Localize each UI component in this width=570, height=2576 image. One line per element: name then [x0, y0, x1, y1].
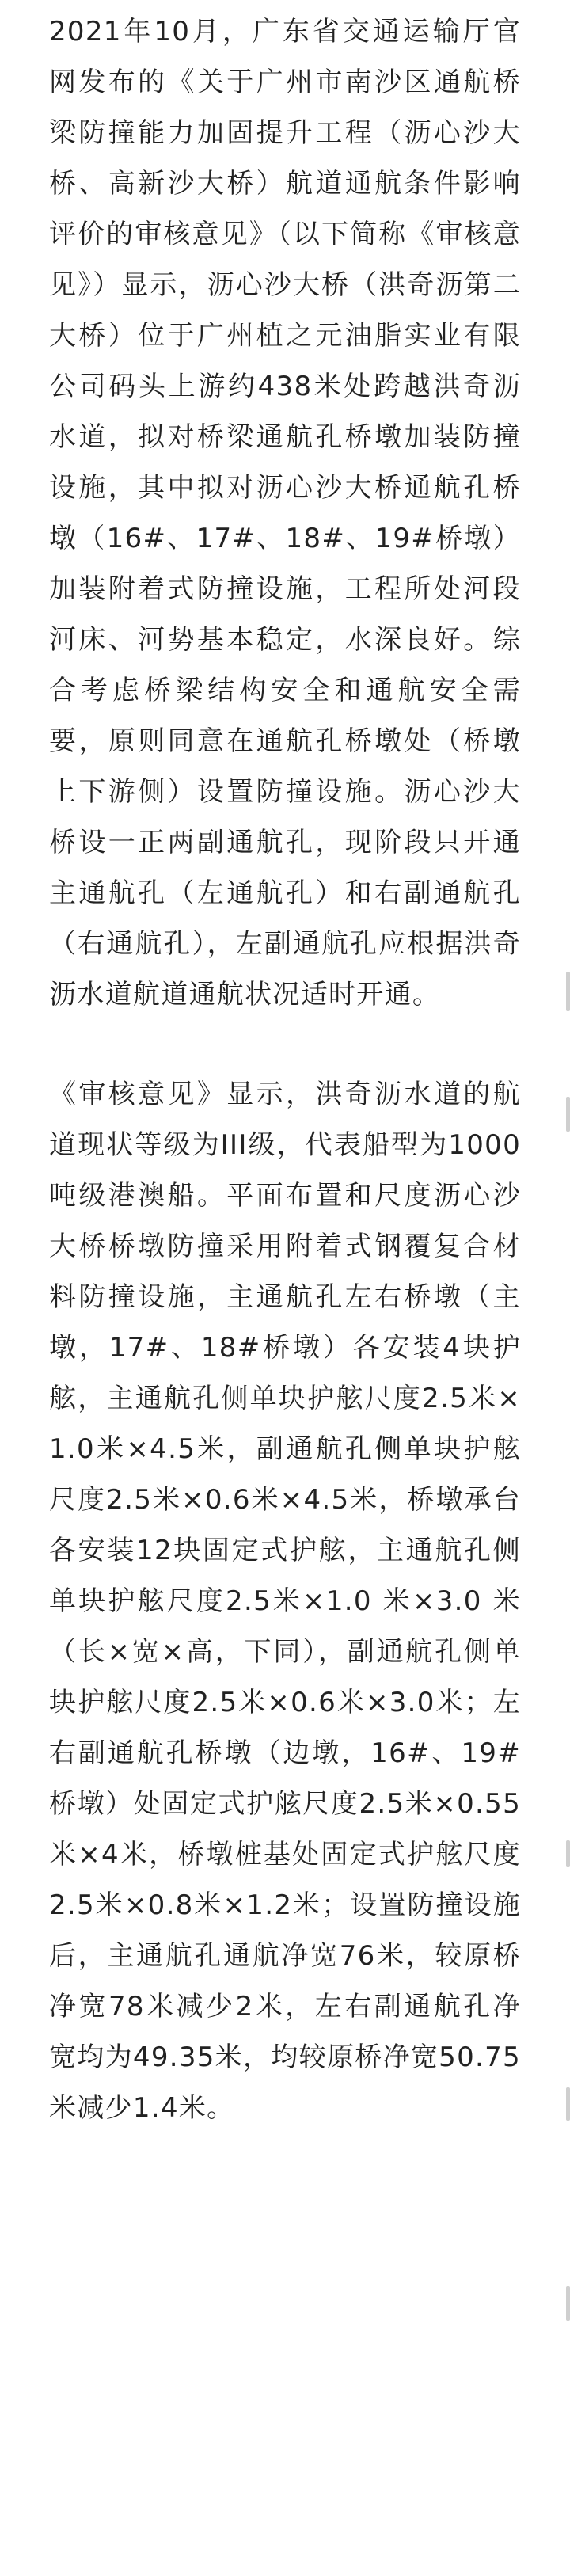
edge-mark: [566, 2087, 570, 2121]
paragraph-review-opinion-summary: 2021年10月，广东省交通运输厅官网发布的《关于广州市南沙区通航桥梁防撞能力加固提升工程（沥心沙大桥、高新沙大桥）航道通航条件影响评价的审核意见》（以下简称《审核意见》）显示，沥心沙大桥（洪奇沥第二大桥）位于广州植之元油脂实业有限公司码头上游约438米处跨越洪奇沥水道，拟对桥梁通航孔桥墩加装防撞设施，其中拟对沥心沙大桥通航孔桥墩（16#、17#、18#、19#桥墩）加装附着式防撞设施，工程所处河段河床、河势基本稳定，水深良好。综合考虑桥梁结构安全和通航安全需要，原则同意在通航孔桥墩处（桥墩上下游侧）设置防撞设施。沥心沙大桥设一正两副通航孔，现阶段只开通主通航孔（左通航孔）和右副通航孔（右通航孔），左副通航孔应根据洪奇沥水道航道通航状况适时开通。: [49, 16, 521, 1010]
edge-mark: [566, 2286, 570, 2321]
paragraph-fender-dimensions: 《审核意见》显示，洪奇沥水道的航道现状等级为III级，代表船型为1000吨级港澳船。平面布置和尺度沥心沙大桥桥墩防撞采用附着式钢覆复合材料防撞设施，主通航孔左右桥墩（主墩，17#、18#桥墩）各安装4块护舷，主通航孔侧单块护舷尺度2.5米×1.0米×4.5米，副通航孔侧单块护舷尺度2.5米×0.6米×4.5米，桥墩承台各安装12块固定式护舷，主通航孔侧单块护舷尺度2.5米×1.0 米×3.0 米（长×宽×高，下同），副通航孔侧单块护舷尺度2.5米×0.6米×3.0米；左右副通航孔桥墩（边墩，16#、19#桥墩）处固定式护舷尺度2.5米×0.55米×4米，桥墩桩基处固定式护舷尺度2.5米×0.8米×1.2米；设置防撞设施后，主通航孔通航净宽76米，较原桥净宽78米减少2米，左右副通航孔净宽均为49.35米，均较原桥净宽50.75米减少1.4米。: [49, 1079, 521, 2124]
edge-mark: [566, 972, 570, 1011]
edge-mark: [566, 1097, 570, 1132]
article-body: [49, 0, 521, 2133]
edge-mark: [566, 1840, 570, 1867]
